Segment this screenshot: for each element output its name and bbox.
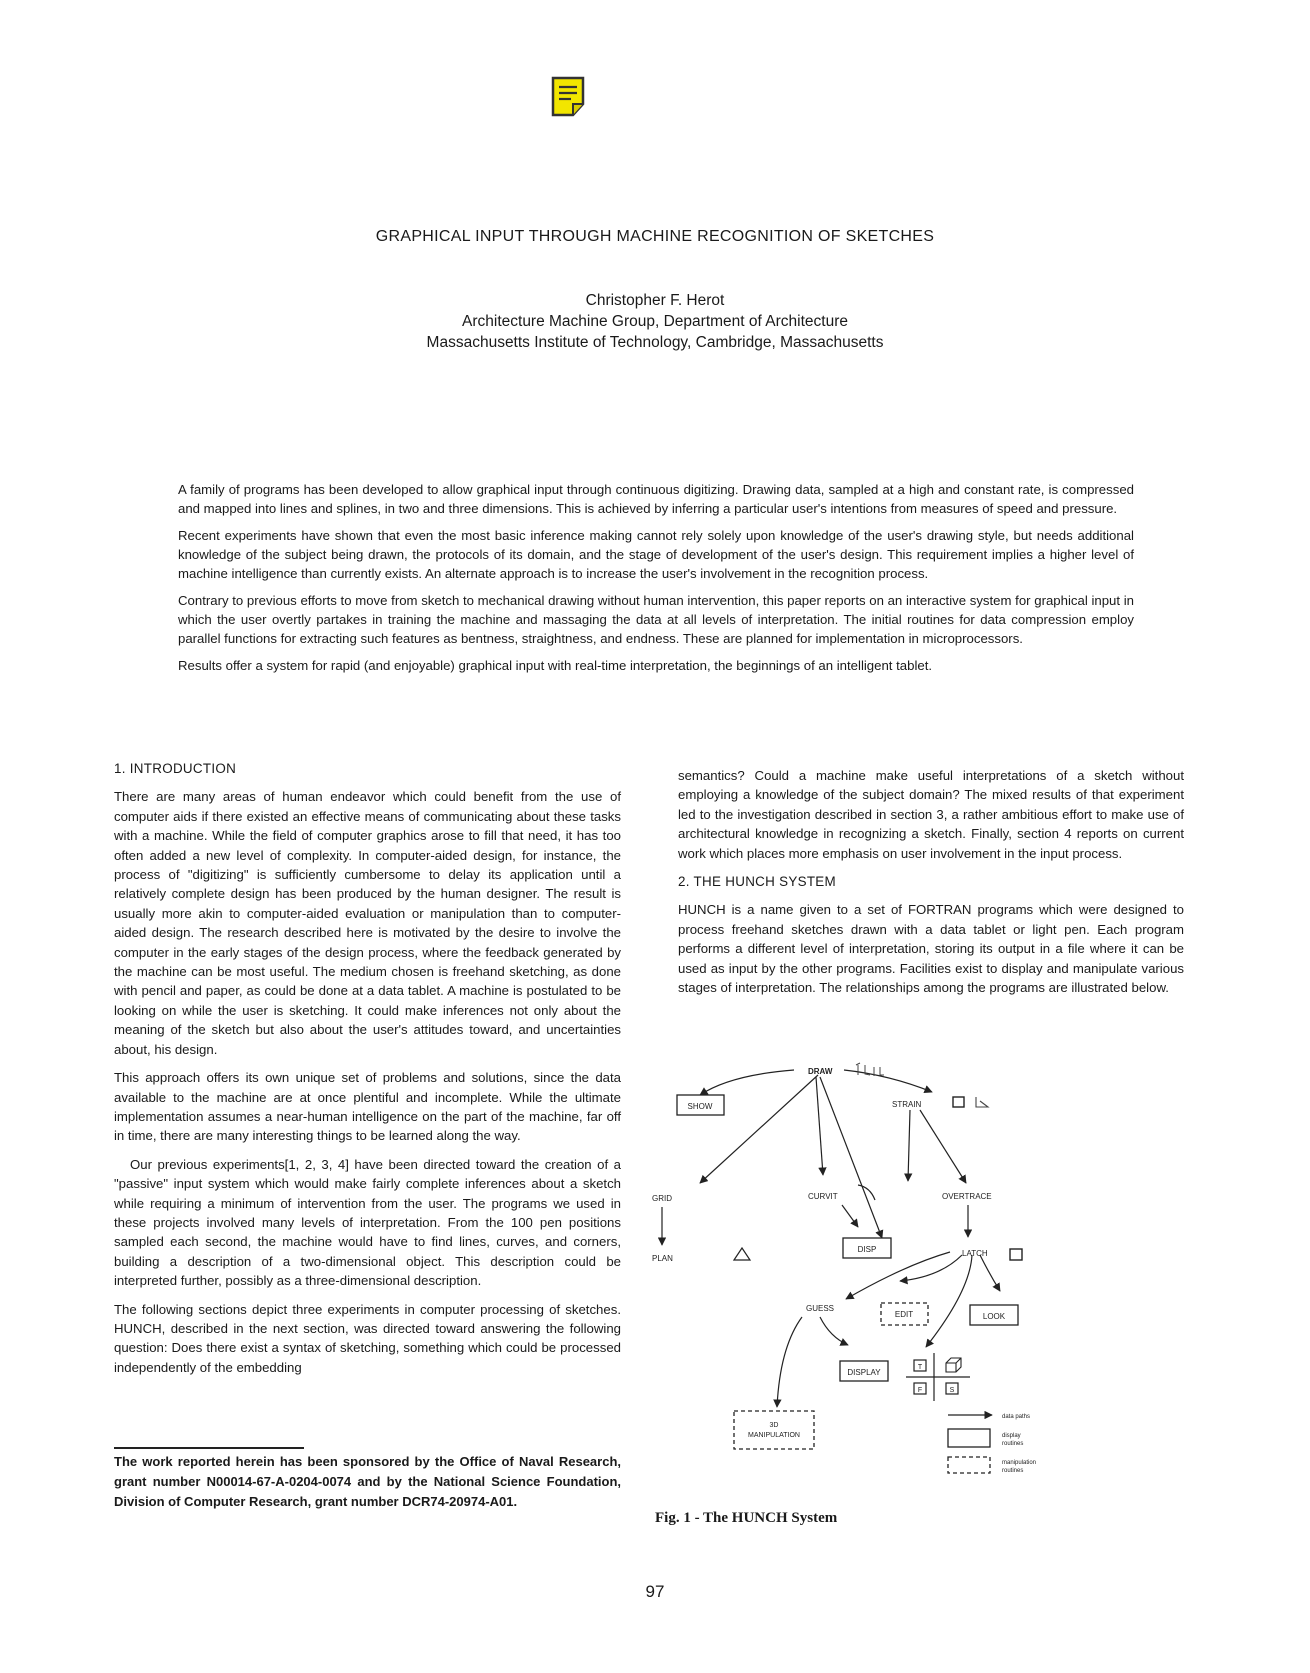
node-label: SHOW	[687, 1102, 713, 1111]
node-label: 3D	[769, 1422, 779, 1429]
abstract-paragraph: Contrary to previous efforts to move from sketch to mechanical drawing without human intervention, this paper reports on an interactive system for graphical input in which the user overtly partakes in training the machine and massaging the data at all levels of interpretation. The initial routines for data compression employ parallel functions for extracting such features as bentness, straightness, and endness. These are planned for implementation in microprocessors.	[178, 593, 1134, 646]
body-paragraph: There are many areas of human endeavor which could benefit from the use of computer aids if there existed an effective means of communicating about these tasks with a machine. While the field of computer graphics arose to fill that need, it has too often added a new level of complexity. In computer-aided design, for instance, the process of "digitizing" is sufficiently cumbersome to delay its application until a relatively complete design has been produced by the human designer. The result is usually more akin to computer-aided evaluation or manipulation than to computer-aided design. The research described here is motivated by the desire to involve the computer in the early stages of the design process, where the feedback generated by the machine can be most useful. The medium chosen is freehand sketching, as done with pencil and paper, as could be done at a data tablet. A machine is postulated to be looking on while the user is sketching. It could make inferences not only about the meaning of the sketch but also about the user's attitudes toward, and uncertainties about, his design.	[114, 789, 621, 1057]
node-label: DRAW	[808, 1067, 833, 1076]
abstract	[178, 480, 1134, 683]
node-label: EDIT	[894, 1310, 914, 1319]
body-paragraph: semantics? Could a machine make useful interpretations of a sketch without employing a knowledge of the subject domain? The mixed results of that experiment led to the investigation described in section 3, a rather ambitious effort to make use of architectural knowledge in recognizing a sketch. Finally, section 4 reports on current work which places more emphasis on user involvement in the input process.	[678, 768, 1184, 861]
node-label: PLAN	[652, 1254, 673, 1263]
legend-label: routines	[1002, 1468, 1024, 1474]
author-name: Christopher F. Herot	[585, 292, 725, 309]
figure-caption: Fig. 1 - The HUNCH System	[655, 1510, 838, 1526]
footnote: The work reported herein has been sponsored by the Office of Naval Research, grant number N00014-67-A-0204-0074 and by the National Science Foundation, Division of Computer Research, grant number DCR74-20974-A01.	[114, 1454, 621, 1509]
node-label: MANIPULATION	[748, 1432, 800, 1439]
node-label: CURVIT	[808, 1192, 838, 1201]
hunch-system-diagram	[652, 1055, 1200, 1495]
paper-title: GRAPHICAL INPUT THROUGH MACHINE RECOGNITION OF SKETCHES	[375, 228, 935, 245]
node-label: STRAIN	[892, 1100, 922, 1109]
node-label: GRID	[652, 1194, 672, 1203]
abstract-paragraph: Results offer a system for rapid (and enjoyable) graphical input with real-time interpretation, the beginnings of an intelligent tablet.	[178, 658, 933, 673]
body-paragraph: Our previous experiments[1, 2, 3, 4] have been directed toward the creation of a "passive" input system which would make fairly complete inferences about a sketch while requiring a minimum of intervention from the user. The programs we used in these projects involved many levels of interpretation. From the 100 pen positions sampled each second, the machine would have to find lines, curves, and corners, building a description of a two-dimensional object. This description could be interpreted further, possibly as a three-dimensional description.	[114, 1156, 621, 1289]
body-paragraph: This approach offers its own unique set of problems and solutions, since the data available to the machine are at once plentiful and incomplete. While the ultimate implementation assumes a near-human intelligence on the part of the machine, far off in time, there are many interesting things to be learned along the way.	[114, 1070, 621, 1144]
view-label-front: F	[917, 1387, 923, 1394]
node-label: GUESS	[806, 1304, 835, 1313]
right-column	[678, 766, 1184, 1006]
view-label-side: S	[949, 1387, 955, 1394]
legend-label: manipulation	[1002, 1460, 1037, 1466]
body-paragraph: HUNCH is a name given to a set of FORTRAN programs which were designed to process freehand sketches drawn with a data tablet or light pen. Each program performs a different level of interpretation, storing its output in a file where it can be used as input by the other programs. Facilities exist to display and manipulate various stages of interpretation. The relationships among the programs are illustrated below.	[678, 902, 1184, 996]
node-label: DISPLAY	[847, 1368, 881, 1377]
legend-label: display	[1002, 1433, 1021, 1439]
section-heading-hunch: 2. THE HUNCH SYSTEM	[678, 874, 836, 890]
footnote-rule	[114, 1447, 304, 1449]
legend-label: data paths	[1002, 1414, 1031, 1420]
author-affiliation: Architecture Machine Group, Department of Architecture	[462, 313, 848, 330]
body-paragraph: The following sections depict three experiments in computer processing of sketches. HUNCH, described in the next section, was directed toward answering the following question: Does there exist a syntax of sketching, something which could be processed independently of the embedding	[114, 1301, 621, 1375]
author-block	[0, 290, 1310, 353]
node-label: DISP	[857, 1245, 877, 1254]
author-institution: Massachusetts Institute of Technology, Cambridge, Massachusetts	[426, 334, 884, 351]
section-heading-introduction: 1. INTRODUCTION	[114, 761, 237, 776]
view-label-top: T	[917, 1364, 923, 1371]
page-number: 97	[645, 1582, 665, 1601]
abstract-paragraph: Recent experiments have shown that even the most basic inference making cannot rely solely upon knowledge of the user's drawing style, but needs additional knowledge of the subject being drawn, the protocols of its domain, and the stage of development of the user's design. This requirement implies a higher level of machine intelligence than currently exists. An alternate approach is to increase the user's involvement in the recognition process.	[178, 528, 1134, 581]
legend-label: routines	[1002, 1441, 1024, 1447]
node-label: OVERTRACE	[942, 1192, 992, 1201]
node-label: LOOK	[982, 1312, 1006, 1321]
left-column	[114, 759, 621, 1386]
note-icon	[550, 76, 588, 118]
node-label: LATCH	[962, 1249, 988, 1258]
abstract-paragraph: A family of programs has been developed to allow graphical input through continuous digitizing. Drawing data, sampled at a high and constant rate, is compressed and mapped into lines and splines, in two and three dimensions. This is achieved by inferring a particular user's intentions from measures of speed and pressure.	[178, 482, 1134, 516]
